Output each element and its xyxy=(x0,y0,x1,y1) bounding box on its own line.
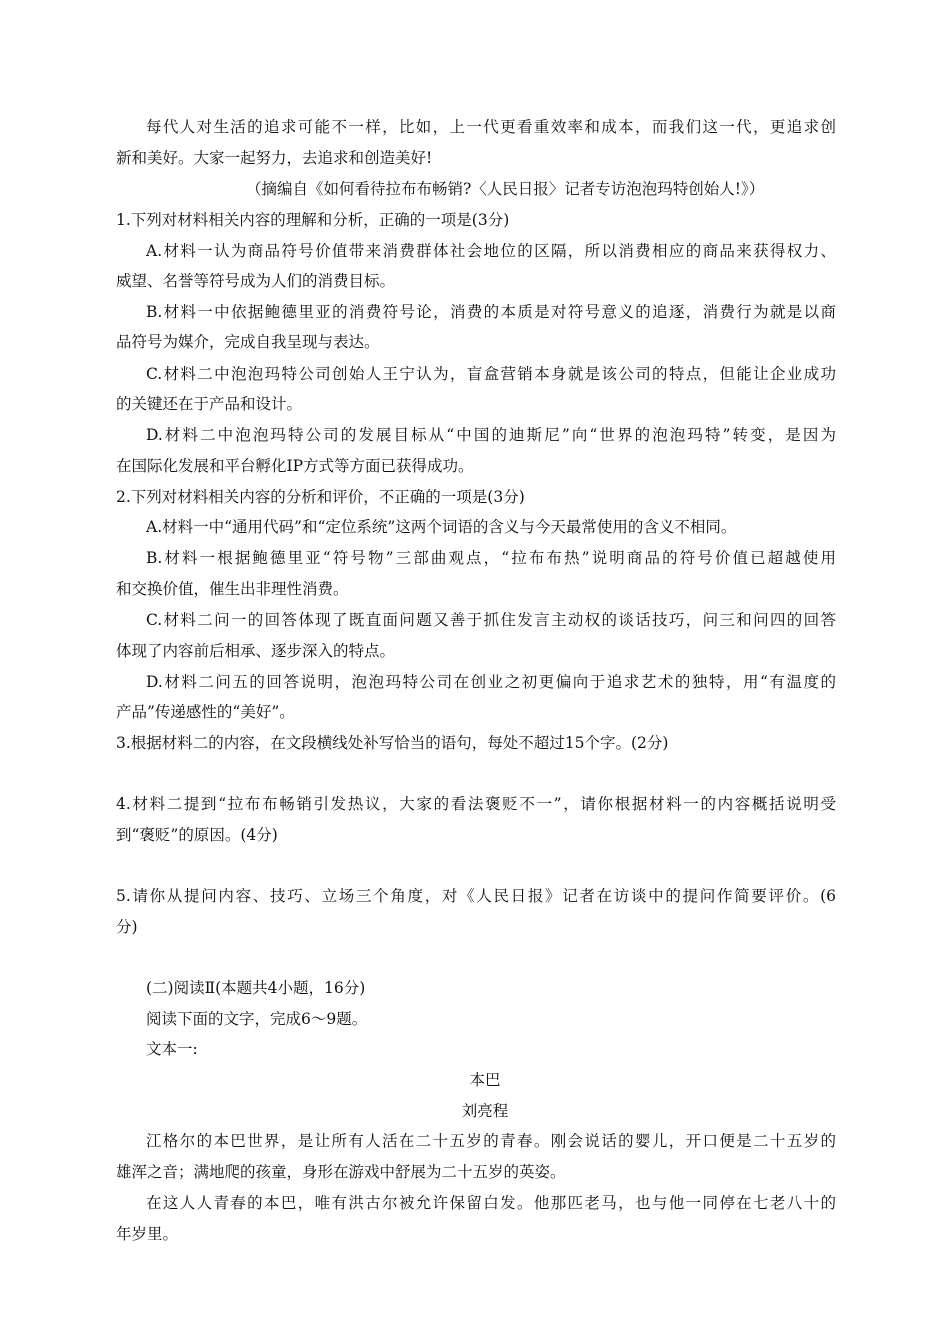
option-line: 和交换价值，催生出非理性消费。 xyxy=(116,580,349,598)
question-5-stem: 5.请你从提问内容、技巧、立场三个角度，对《人民日报》记者在访谈中的提问作简要评价。(6 xyxy=(116,887,836,905)
question-5-stem: 分) xyxy=(116,918,138,936)
option-line: 产品”传递感性的“美好”。 xyxy=(116,703,295,721)
option-line: 威望、名誉等符号成为人们的消费目标。 xyxy=(116,272,396,290)
option-line: C.材料二问一的回答体现了既直面问题又善于抓住发言主动权的谈话技巧，问三和问四的回答 xyxy=(146,611,836,629)
option-line: D.材料二问五的回答说明，泡泡玛特公司在创业之初更偏向于追求艺术的独特，用“有温度的 xyxy=(146,673,836,691)
option-line: A.材料一中“通用代码”和“定位系统”这两个词语的含义与今天最常使用的含义不相同。 xyxy=(146,518,737,536)
source-citation: （摘编自《如何看待拉布布畅销?〈人民日报〉记者专访泡泡玛特创始人!》） xyxy=(246,180,765,198)
article-author: 刘亮程 xyxy=(461,1102,509,1120)
option-line: 的关键还在于产品和设计。 xyxy=(116,395,303,413)
intro-line: 新和美好。大家一起努力，去追求和创造美好! xyxy=(116,149,433,167)
question-4-stem: 到“褒贬”的原因。(4分) xyxy=(116,826,278,844)
section-heading: (二)阅读Ⅱ(本题共4小题，16分) xyxy=(146,979,366,997)
article-paragraph-line: 江格尔的本巴世界，是让所有人活在二十五岁的青春。刚会说话的婴儿，开口便是二十五岁的 xyxy=(146,1132,836,1150)
option-line: 品符号为媒介，完成自我呈现与表达。 xyxy=(116,333,380,351)
article-title: 本巴 xyxy=(469,1071,501,1089)
article-paragraph-line: 年岁里。 xyxy=(116,1225,179,1243)
option-line: B.材料一中依据鲍德里亚的消费符号论，消费的本质是对符号意义的追逐，消费行为就是以商 xyxy=(146,303,836,321)
option-line: 在国际化发展和平台孵化IP方式等方面已获得成功。 xyxy=(116,457,474,475)
article-paragraph-line: 在这人人青春的本巴，唯有洪古尔被允许保留白发。他那匹老马，也与他一同停在七老八十的 xyxy=(146,1194,836,1212)
option-line: C.材料二中泡泡玛特公司创始人王宁认为，盲盒营销本身就是该公司的特点，但能让企业成功 xyxy=(146,365,836,383)
option-line: A.材料一认为商品符号价值带来消费群体社会地位的区隔，所以消费相应的商品来获得权力、 xyxy=(146,242,836,260)
option-line: 体现了内容前后相承、逐步深入的特点。 xyxy=(116,642,396,660)
question-3-stem: 3.根据材料二的内容，在文段横线处补写恰当的语句，每处不超过15个字。(2分) xyxy=(116,734,669,752)
option-line: B.材料一根据鲍德里亚“符号物”三部曲观点，“拉布布热”说明商品的符号价值已超越使用 xyxy=(146,549,836,567)
question-2-stem: 2.下列对材料相关内容的分析和评价，不正确的一项是(3分) xyxy=(116,488,525,506)
option-line: D.材料二中泡泡玛特公司的发展目标从“中国的迪斯尼”向“世界的泡泡玛特”转变，是因为 xyxy=(146,426,836,444)
article-paragraph-line: 雄浑之音；满地爬的孩童，身形在游戏中舒展为二十五岁的英姿。 xyxy=(116,1163,566,1181)
intro-line: 每代人对生活的追求可能不一样，比如，上一代更看重效率和成本，而我们这一代，更追求创 xyxy=(146,118,836,136)
question-4-stem: 4.材料二提到“拉布布畅销引发热议，大家的看法褒贬不一”，请你根据材料一的内容概括说明受 xyxy=(116,795,836,813)
text-label: 文本一: xyxy=(146,1040,198,1058)
question-1-stem: 1.下列对材料相关内容的理解和分析，正确的一项是(3分) xyxy=(116,211,510,229)
section-instruction: 阅读下面的文字，完成6～9题。 xyxy=(146,1010,368,1028)
